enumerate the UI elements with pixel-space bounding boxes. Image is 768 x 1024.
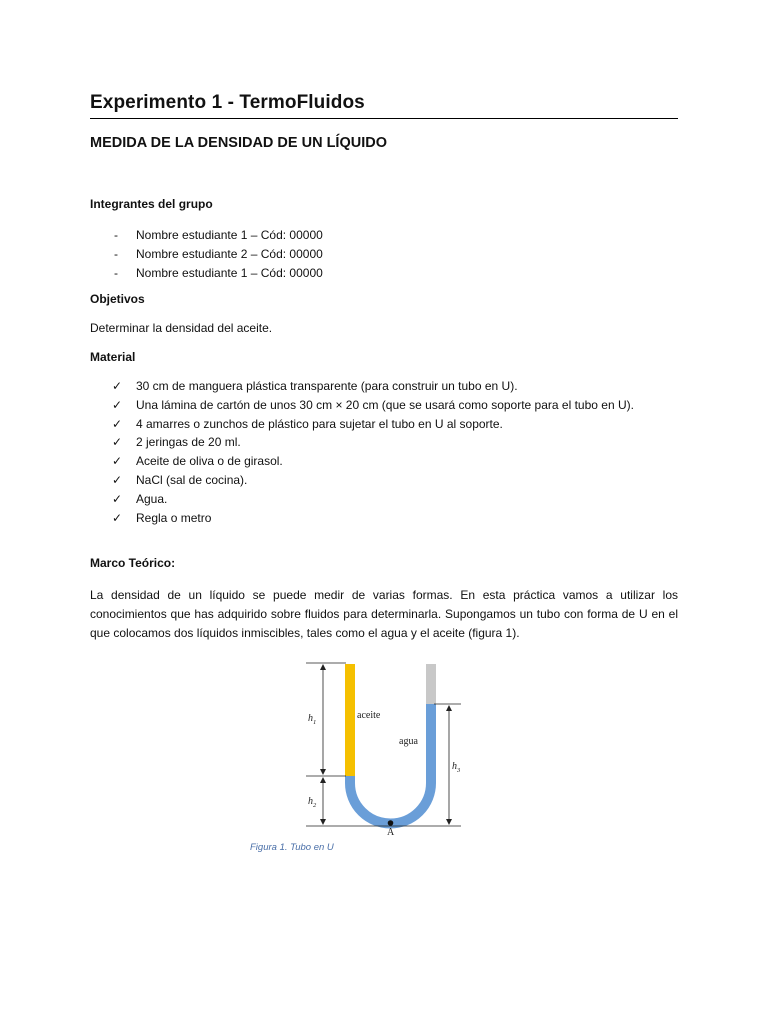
check-icon: ✓ (112, 510, 123, 525)
u-tube-figure (216, 655, 476, 855)
objectives-text: Determinar la densidad del aceite. (90, 321, 273, 335)
check-icon: ✓ (112, 491, 123, 506)
list-item: ✓ Agua. (90, 490, 634, 509)
point-a-label: A (387, 827, 395, 838)
list-item: - Nombre estudiante 2 – Cód: 00000 (114, 246, 323, 261)
check-icon: ✓ (112, 472, 123, 487)
list-item: ✓ 30 cm de manguera plástica transparente (para construir un tubo en U). (90, 377, 634, 396)
h3-label: $h_3$ (452, 761, 461, 774)
oil-column (345, 664, 355, 776)
point-a-marker (388, 820, 394, 826)
check-icon: ✓ (112, 397, 123, 412)
figure-caption: Figura 1. Tubo en U (250, 842, 334, 853)
material-heading: Material (90, 350, 136, 364)
group-members-list (90, 226, 323, 282)
u-tube-diagram (216, 655, 476, 855)
page-subtitle: MEDIDA DE LA DENSIDAD DE UN LÍQUIDO (90, 135, 387, 151)
list-item: ✓ 4 amarres o zunchos de plástico para sujetar el tubo en U al soporte. (90, 415, 634, 434)
oil-label: aceite (357, 710, 381, 721)
list-item: ✓ Regla o metro (90, 509, 634, 528)
tube-empty-segment (426, 664, 436, 704)
check-icon: ✓ (112, 379, 123, 393)
list-item: ✓ 2 jeringas de 20 ml. (90, 433, 634, 452)
list-item: ✓ Aceite de oliva o de girasol. (90, 452, 634, 471)
list-item: - Nombre estudiante 1 – Cód: 00000 (114, 265, 323, 280)
material-list (90, 377, 634, 527)
list-item: ✓ NaCl (sal de cocina). (90, 471, 634, 490)
water-column (350, 704, 431, 824)
group-heading: Integrantes del grupo (90, 197, 213, 211)
page-title: Experimento 1 - TermoFluidos (90, 92, 678, 119)
objectives-heading: Objetivos (90, 292, 145, 306)
h1-label: $h_1$ (308, 713, 317, 726)
list-item: - Nombre estudiante 1 – Cód: 00000 (114, 228, 323, 242)
water-label: agua (399, 736, 418, 747)
h2-label: $h_2$ (308, 796, 317, 809)
theory-text: La densidad de un líquido se puede medir de varias formas. En esta práctica vamos a utilizar los conocimientos que has adquirido sobre fluidos para determinarla. Supongamos un tubo con forma de U en el que colocamos dos líquidos inmiscibles, tales como el agua y el aceite (figura 1). (90, 588, 678, 640)
list-item: ✓ Una lámina de cartón de unos 30 cm × 20 cm (que se usará como soporte para el tubo en U). (90, 396, 634, 415)
check-icon: ✓ (112, 416, 123, 431)
theory-heading: Marco Teórico: (90, 556, 176, 570)
check-icon: ✓ (112, 454, 123, 469)
check-icon: ✓ (112, 435, 123, 450)
